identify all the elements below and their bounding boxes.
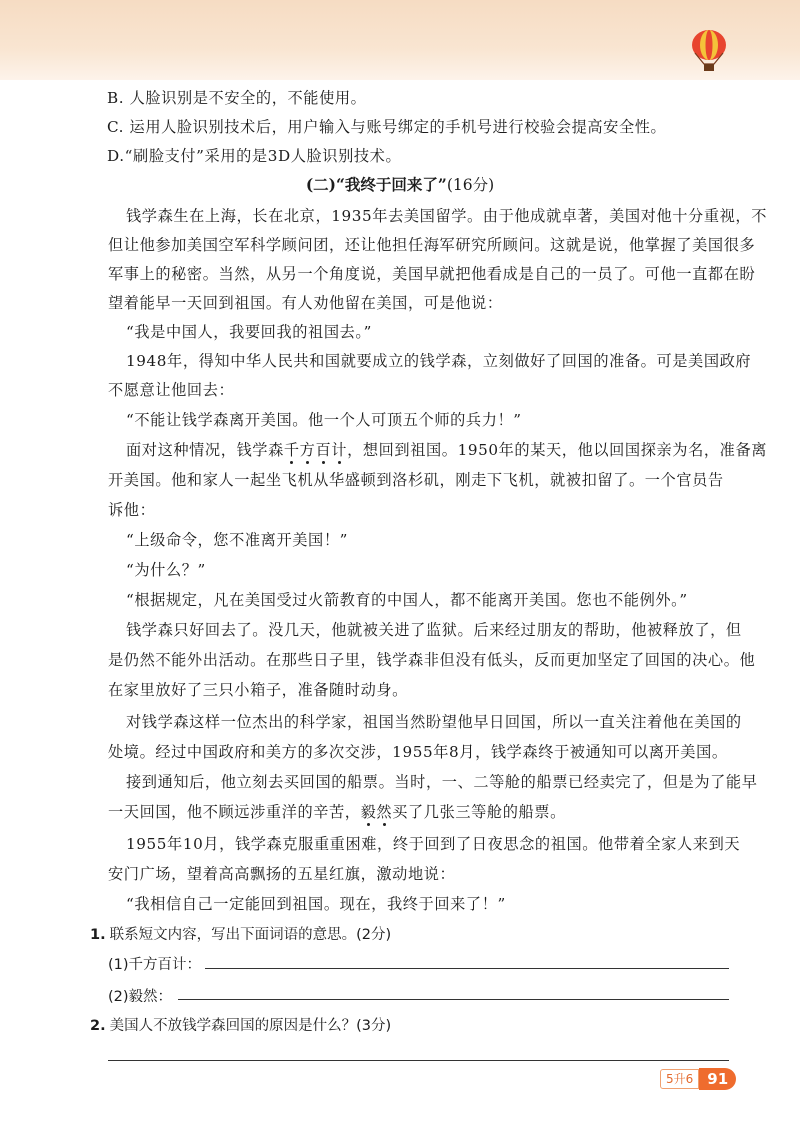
sub-item-1: (1)千方百计： [108, 957, 202, 973]
paragraph-line: 接到通知后，他立刻去买回国的船票。当时，一、二等舱的船票已经卖完了，但是为了能早 [126, 773, 758, 791]
quote-line: “根据规定，凡在美国受过火箭教育的中国人，都不能离开美国。您也不能例外。” [126, 591, 688, 609]
page-number: 91 [699, 1068, 736, 1090]
paragraph-line: 不愿意让他回去： [108, 381, 235, 399]
section-title-text: (二)“我终于回来了” [305, 175, 447, 194]
sub-item-2: (2)毅然： [108, 989, 173, 1005]
emphasis-char: 方 [299, 441, 316, 459]
quote-line: “为什么？” [126, 561, 206, 579]
text-run: 面对这种情况，钱学森 [126, 441, 284, 459]
paragraph-line: 1948年，得知中华人民共和国就要成立的钱学森，立刻做好了回国的准备。可是美国政府 [126, 352, 752, 370]
paragraph-line: 钱学森只好回去了。没几天，他就被关进了监狱。后来经过朋友的帮助，他被释放了，但 [126, 621, 742, 639]
section-title [0, 175, 800, 195]
option-c: C. 运用人脸识别技术后，用户输入与账号绑定的手机号进行校验会提高安全性。 [107, 118, 667, 136]
paragraph-line: 对钱学森这样一位杰出的科学家，祖国当然盼望他早日回国，所以一直关注着他在美国的 [126, 713, 742, 731]
emphasis-char: 然 [376, 803, 393, 821]
page-tag [660, 1068, 736, 1090]
paragraph-line: 1955年10月，钱学森克服重重困难，终于回到了日夜思念的祖国。他带着全家人来到天 [126, 835, 741, 853]
answer-line-3[interactable] [108, 1060, 729, 1061]
question-1 [90, 925, 391, 945]
quote-line: “我相信自己一定能回到祖国。现在，我终于回来了！” [126, 895, 506, 913]
paragraph-line: 军事上的秘密。当然，从另一个角度说，美国早就把他看成是自己的一员了。可他一直都在盼 [108, 265, 756, 283]
emphasis-char: 百 [315, 441, 332, 459]
emphasis-char: 千 [283, 441, 300, 459]
quote-line: “上级命令，您不准离开美国！” [126, 531, 348, 549]
text-run: ，想回到祖国。1950年的某天，他以回国探亲为名，准备离 [347, 441, 768, 459]
hot-air-balloon-icon [686, 28, 732, 74]
option-b: B. 人脸识别是不安全的，不能使用。 [107, 89, 367, 107]
paragraph-line: 安门广场，望着高高飘扬的五星红旗，激动地说： [108, 865, 456, 883]
paragraph-line: 处境。经过中国政府和美方的多次交涉，1955年8月，钱学森终于被通知可以离开美国。 [108, 743, 728, 761]
quote-line: “不能让钱学森离开美国。他一个人可顶五个师的兵力！” [126, 411, 522, 429]
paragraph-line: 但让他参加美国空军科学顾问团，还让他担任海军研究所顾问。这就是说，他掌握了美国很多 [108, 236, 756, 254]
paragraph-line: 开美国。他和家人一起坐飞机从华盛顿到洛杉矶，刚走下飞机，就被扣留了。一个官员告 [108, 471, 724, 489]
paragraph-line: 诉他： [108, 501, 156, 519]
paragraph-line: 在家里放好了三只小箱子，准备随时动身。 [108, 681, 408, 699]
question-number: 2. [90, 1018, 106, 1034]
section-score: (16分) [446, 176, 495, 194]
question-number: 1. [90, 927, 106, 943]
emphasized-word-yiran [361, 803, 393, 821]
quote-line: “我是中国人，我要回我的祖国去。” [126, 323, 372, 341]
question-text: 美国人不放钱学森回国的原因是什么？(3分) [109, 1018, 392, 1034]
grade-label: 5升6 [660, 1069, 699, 1089]
header-band [0, 0, 800, 80]
emphasized-word-qianfangbaiji [284, 441, 347, 459]
option-d: D.“刷脸支付”采用的是3D人脸识别技术。 [107, 147, 402, 165]
paragraph-line [108, 802, 566, 822]
answer-line-2[interactable] [178, 999, 729, 1000]
paragraph-line: 是仍然不能外出活动。在那些日子里，钱学森非但没有低头，反而更加坚定了回国的决心。他 [108, 651, 756, 669]
question-2 [90, 1016, 391, 1036]
paragraph-line: 钱学森生在上海，长在北京，1935年去美国留学。由于他成就卓著，美国对他十分重视，不 [126, 207, 767, 225]
question-text: 联系短文内容，写出下面词语的意思。(2分) [109, 927, 392, 943]
answer-line-1[interactable] [205, 968, 729, 969]
text-run: 一天回国，他不顾远涉重洋的辛苦， [108, 803, 361, 821]
paragraph-line [126, 440, 767, 460]
text-run: 买了几张三等舱的船票。 [392, 803, 566, 821]
emphasis-char: 毅 [360, 803, 377, 821]
emphasis-char: 计 [331, 441, 348, 459]
paragraph-line: 望着能早一天回到祖国。有人劝他留在美国，可是他说： [108, 294, 503, 312]
